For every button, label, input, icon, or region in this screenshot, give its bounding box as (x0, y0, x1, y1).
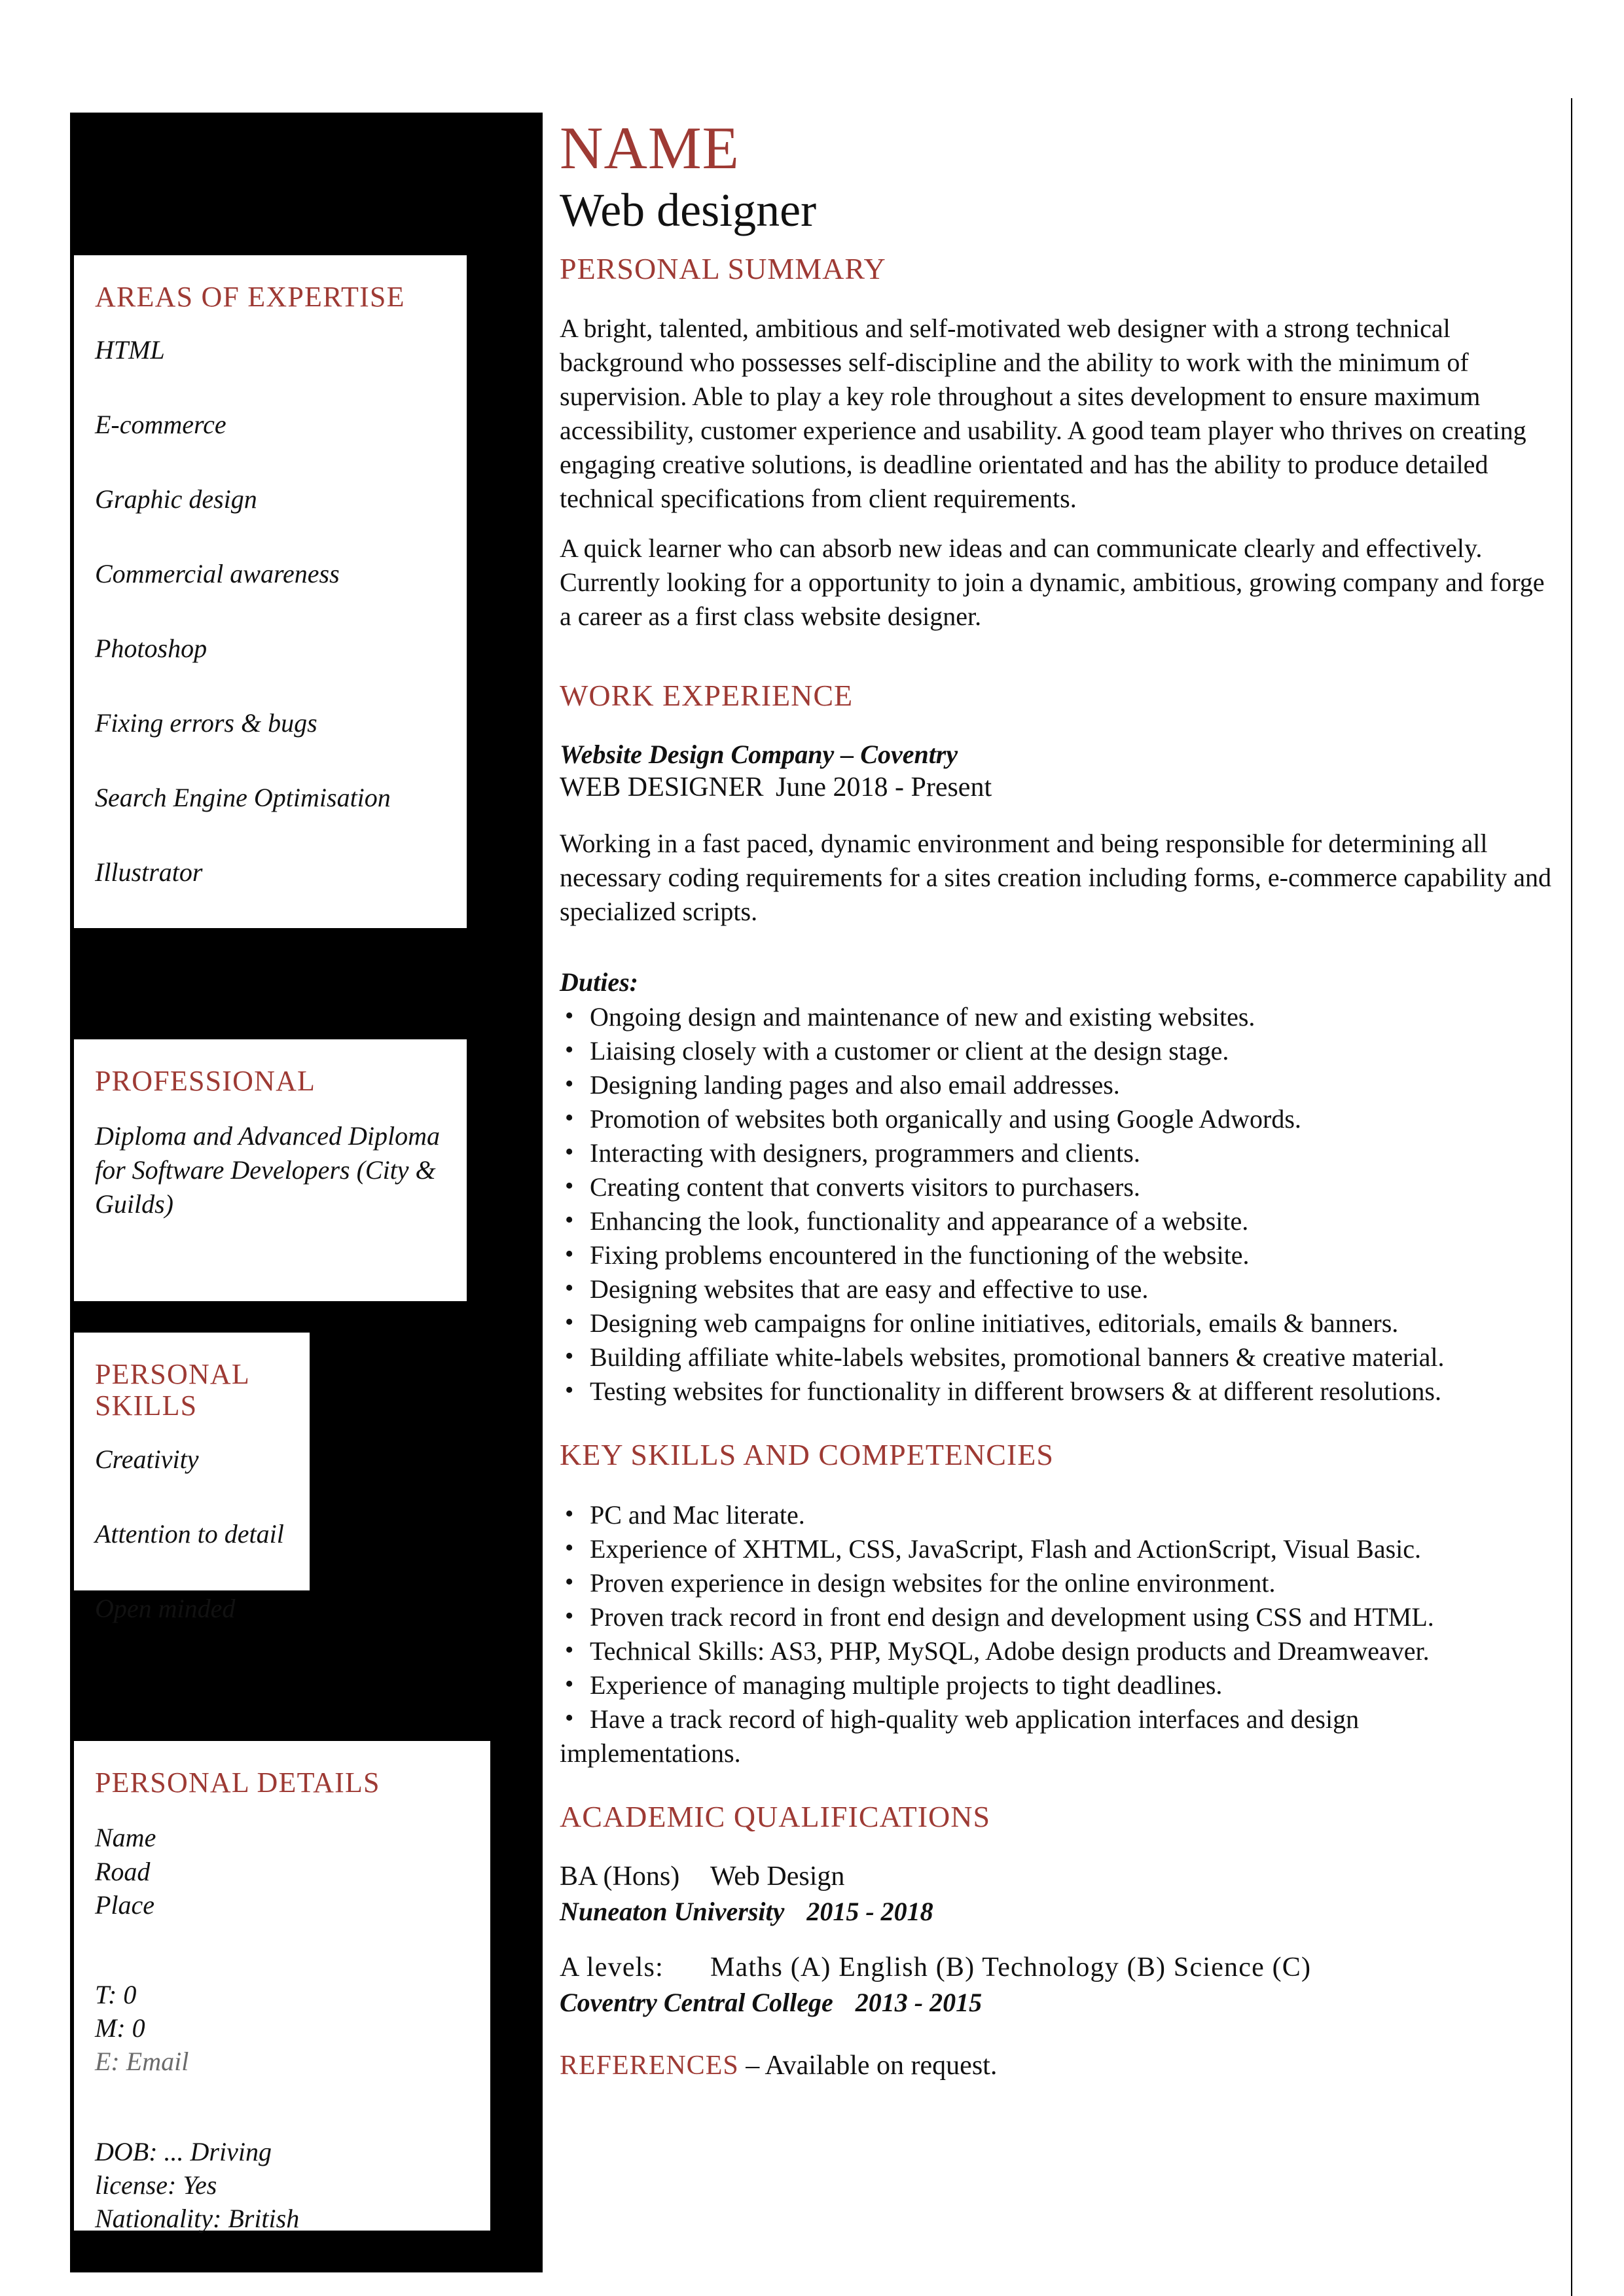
expertise-item: Graphic design (95, 484, 257, 514)
duty-item: • Testing websites for functionality in different browsers & at different resolutions. (560, 1374, 1561, 1408)
college-row (560, 1986, 1561, 2019)
email-value: E: Email (95, 2047, 189, 2077)
candidate-job-title: Web designer (560, 184, 817, 236)
dob-driving-line: DOB: ... Driving (95, 2136, 272, 2166)
nationality-line: Nationality: British (95, 2203, 300, 2233)
degree-row (560, 1859, 1561, 1895)
personal-skill-item: Open minded (95, 1593, 236, 1623)
duty-item: • Creating content that converts visitors to purchasers. (560, 1170, 1561, 1204)
references-text: – Available on request. (738, 2051, 998, 2081)
degree-title: BA (Hons) (560, 1861, 680, 1892)
duty-item: • Building affiliate white-labels websites, promotional banners & creative material. (560, 1340, 1561, 1374)
page-right-rule (1571, 98, 1572, 2296)
duty-item: • Fixing problems encountered in the functioning of the website. (560, 1238, 1561, 1272)
personal-details-card (74, 1741, 490, 2231)
key-skill-continuation: implementations. (560, 1738, 741, 1768)
key-skill-item: • Experience of XHTML, CSS, JavaScript, Flash and ActionScript, Visual Basic. (560, 1532, 1561, 1566)
duty-item: • Ongoing design and maintenance of new and existing websites. (560, 1000, 1561, 1034)
professional-heading: PROFESSIONAL (95, 1065, 316, 1097)
key-skill-item: • Proven experience in design websites for the online environment. (560, 1566, 1561, 1600)
academic-qualifications-heading: ACADEMIC QUALIFICATIONS (560, 1799, 991, 1833)
professional-qualification-text: Diploma and Advanced Diploma for Software Developers (City & Guilds) (95, 1121, 440, 1219)
college-years: 2013 - 2015 (855, 1988, 983, 2018)
main-column (560, 115, 1561, 2083)
telephone-value: T: 0 (95, 1979, 137, 2009)
job-role: WEB DESIGNER (560, 772, 764, 802)
key-skill-item: • Have a track record of high-quality web application interfaces and design (560, 1702, 1561, 1736)
key-skills-list (560, 1498, 1561, 1770)
personal-skills-card (74, 1333, 310, 1623)
address-line-road: Road (95, 1856, 151, 1886)
contact-group (95, 1978, 490, 2079)
alevels-label: A levels: (560, 1952, 664, 1983)
misc-details-group (95, 2135, 490, 2236)
address-group (95, 1821, 490, 1922)
key-skill-item: • Technical Skills: AS3, PHP, MySQL, Adobe design products and Dreamweaver. (560, 1634, 1561, 1668)
duties-list (560, 1000, 1561, 1408)
duty-item: • Promotion of websites both organically and using Google Adwords. (560, 1102, 1561, 1136)
personal-skill-item: Attention to detail (95, 1518, 284, 1549)
degree-subject: Web Design (710, 1861, 845, 1892)
address-line-name: Name (95, 1823, 156, 1853)
mobile-value: M: 0 (95, 2013, 145, 2043)
expertise-item: E-commerce (95, 410, 226, 440)
degree-institution: Nuneaton University (560, 1897, 785, 1927)
candidate-name: NAME (560, 115, 740, 181)
personal-skill-item: Creativity (95, 1444, 199, 1474)
address-line-place: Place (95, 1890, 155, 1920)
degree-institution-row (560, 1895, 1561, 1928)
references-row (560, 2049, 1561, 2082)
duty-item: • Enhancing the look, functionality and appearance of a website. (560, 1204, 1561, 1238)
personal-summary-heading: PERSONAL SUMMARY (560, 251, 886, 285)
areas-of-expertise-card (74, 255, 467, 928)
license-line: license: Yes (95, 2170, 217, 2200)
work-experience-heading: WORK EXPERIENCE (560, 679, 854, 713)
expertise-item: Search Engine Optimisation (95, 783, 391, 813)
expertise-item: Photoshop (95, 634, 208, 664)
expertise-item: Fixing errors & bugs (95, 708, 317, 738)
personal-skills-heading: PERSONAL SKILLS (95, 1358, 249, 1422)
job-description: Working in a fast paced, dynamic environment and being responsible for determining all necessary coding requirements for a sites creation including forms, e-commerce capability and specialized scripts. (560, 829, 1551, 927)
references-label: REFERENCES (560, 2051, 739, 2081)
duty-item: • Liaising closely with a customer or client at the design stage. (560, 1034, 1561, 1068)
key-skill-item: • PC and Mac literate. (560, 1498, 1561, 1532)
job-dates: June 2018 - Present (776, 772, 992, 802)
duty-item: • Designing web campaigns for online initiatives, editorials, emails & banners. (560, 1306, 1561, 1340)
professional-card (74, 1039, 467, 1301)
job-company: Website Design Company – Coventry (560, 739, 958, 769)
duties-label: Duties: (560, 967, 638, 997)
college-institution: Coventry Central College (560, 1988, 833, 2018)
duty-item: • Interacting with designers, programmers and clients. (560, 1136, 1561, 1170)
summary-paragraph: A bright, talented, ambitious and self-motivated web designer with a strong technical background who possesses self-discipline and the ability to work with the minimum of supervision. Able to play a key role throughout a sites development to ensure maximum accessibility, customer experience and usability. A good team player who thrives on creating engaging creative solutions, is deadline orientated and has the ability to produce detailed technical specifications from client requirements. (560, 314, 1526, 514)
personal-details-heading: PERSONAL DETAILS (95, 1767, 380, 1799)
alevels-row (560, 1950, 1561, 1986)
expertise-item: HTML (95, 335, 165, 365)
key-skill-item: • Proven track record in front end design and development using CSS and HTML. (560, 1600, 1561, 1634)
expertise-item: Commercial awareness (95, 559, 340, 589)
areas-of-expertise-heading: AREAS OF EXPERTISE (95, 281, 405, 313)
expertise-item: Illustrator (95, 857, 203, 888)
summary-paragraph: A quick learner who can absorb new ideas and can communicate clearly and effectively. Currently looking for a opportunity to join a dynamic, ambitious, growing company and forge a career as a first class website designer. (560, 533, 1545, 632)
duty-item: • Designing landing pages and also email addresses. (560, 1068, 1561, 1102)
degree-years: 2015 - 2018 (806, 1897, 933, 1927)
alevels-value: Maths (A) English (B) Technology (B) Science (C) (710, 1952, 1312, 1983)
key-skill-item: • Experience of managing multiple projects to tight deadlines. (560, 1668, 1561, 1702)
key-skills-heading: KEY SKILLS AND COMPETENCIES (560, 1438, 1054, 1472)
duty-item: • Designing websites that are easy and effective to use. (560, 1272, 1561, 1306)
job-role-row (560, 770, 1561, 805)
